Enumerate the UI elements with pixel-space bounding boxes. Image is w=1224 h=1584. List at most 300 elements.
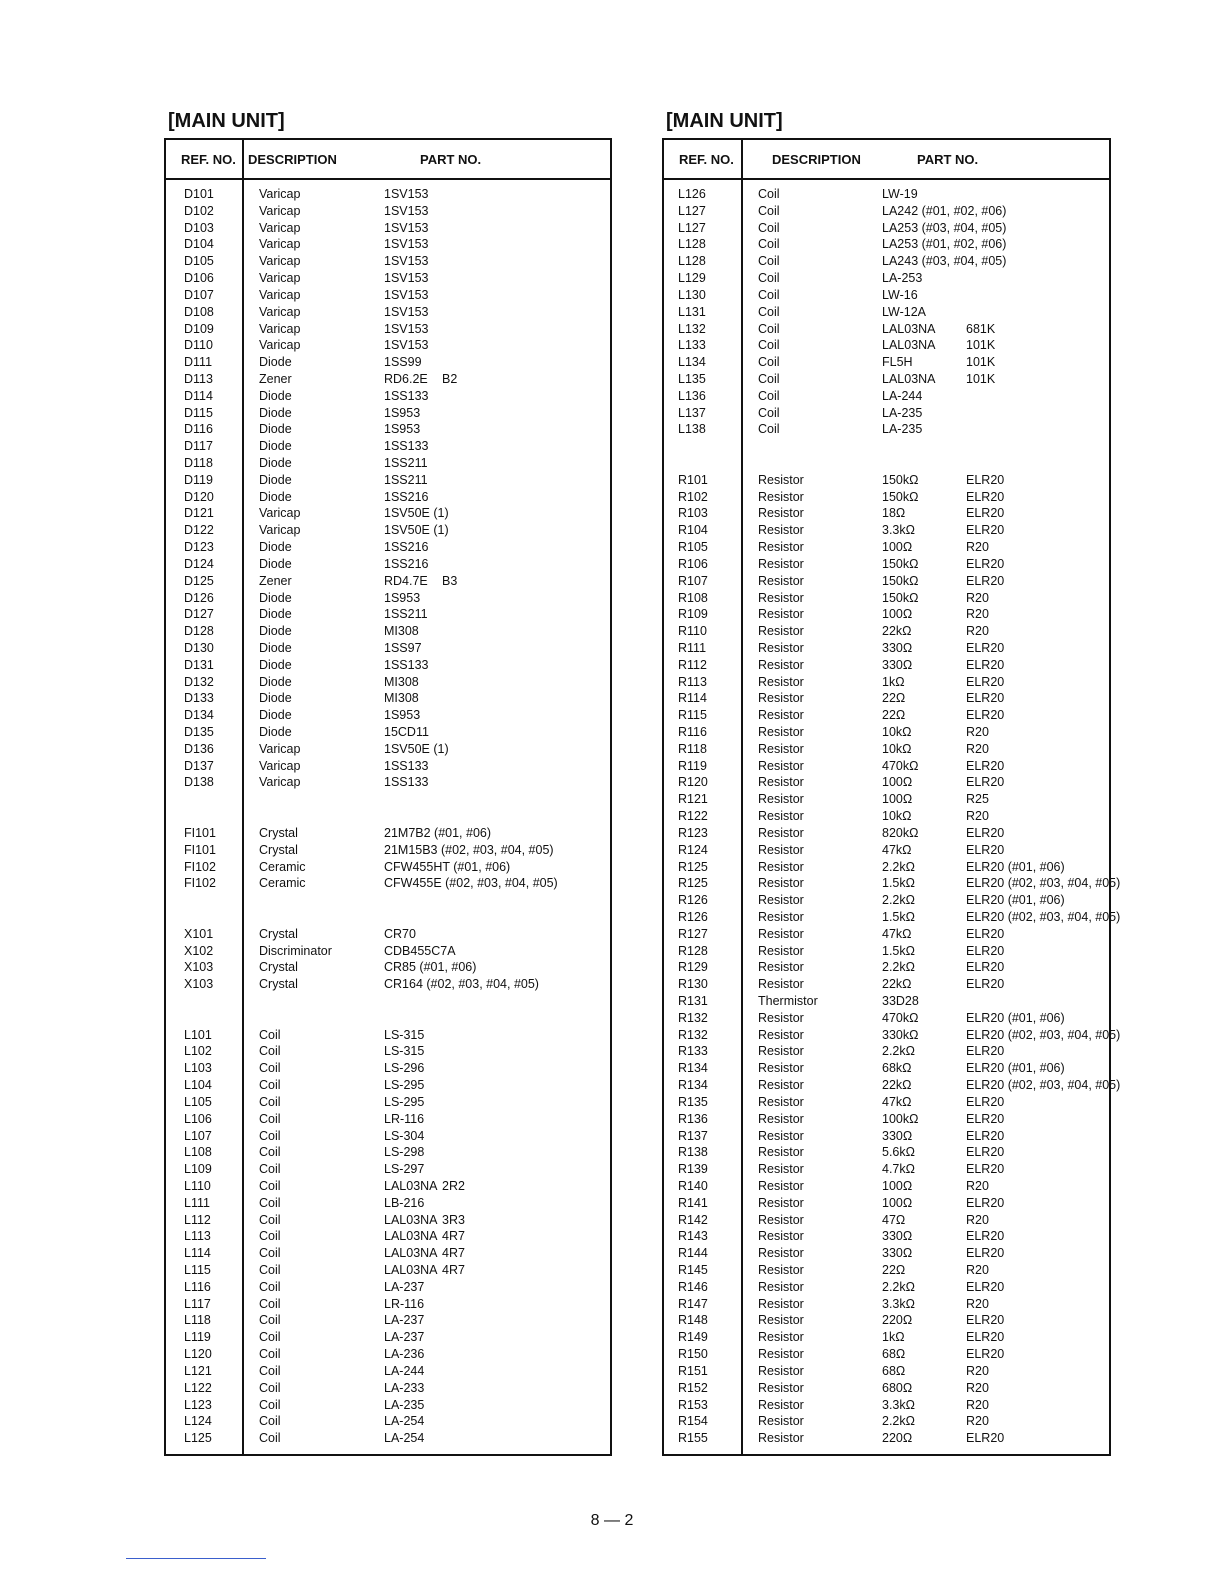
table-row xyxy=(664,976,1109,993)
part-no-cell: LW-16 xyxy=(882,287,918,302)
part-no-cell: 1SS133 xyxy=(384,439,429,454)
ref-no-cell: FI101 xyxy=(184,825,216,840)
part-no-cell: LA-237 xyxy=(384,1279,425,1294)
table-row xyxy=(664,1228,1109,1245)
part-suffix-cell: ELR20 xyxy=(966,1347,1005,1362)
description-cell: Coil xyxy=(259,1195,281,1210)
description-cell: Resistor xyxy=(758,1279,804,1294)
description-cell: Resistor xyxy=(758,1078,804,1093)
part-suffix-cell: R20 xyxy=(966,1296,989,1311)
table-row xyxy=(664,1077,1121,1094)
part-suffix-cell: ELR20 xyxy=(966,489,1005,504)
part-suffix-cell: ELR20 (#01, #06) xyxy=(966,1061,1065,1076)
table-row xyxy=(664,337,1109,354)
description-cell: Diode xyxy=(259,708,292,723)
ref-no-cell: R134 xyxy=(678,1078,708,1093)
table-row xyxy=(166,707,610,724)
description-cell: Coil xyxy=(259,1263,281,1277)
description-cell: Resistor xyxy=(758,1246,804,1261)
description-cell: Resistor xyxy=(758,977,804,992)
part-no-cell: LA-254 xyxy=(384,1414,425,1429)
part-suffix-cell: ELR20 xyxy=(966,977,1005,992)
description-cell: Thermistor xyxy=(758,994,818,1008)
description-cell: Resistor xyxy=(758,523,804,538)
part-no-cell: LA-254 xyxy=(384,1431,425,1446)
table-row xyxy=(664,1262,1109,1279)
ref-no-cell: R125 xyxy=(678,859,708,874)
left-parts-panel xyxy=(164,108,612,1456)
table-row xyxy=(664,220,1109,237)
part-suffix-cell: ELR20 (#01, #06) xyxy=(966,1010,1065,1025)
part-suffix-cell: R20 xyxy=(966,1178,989,1193)
description-cell: Varicap xyxy=(259,758,301,773)
description-cell: Resistor xyxy=(758,1363,804,1378)
ref-no-cell: L118 xyxy=(184,1313,211,1328)
table-row xyxy=(664,1161,1109,1178)
ref-no-cell: L126 xyxy=(678,187,706,201)
description-cell: Diode xyxy=(259,725,292,739)
part-no-cell: MI308 xyxy=(384,691,419,706)
part-no-cell: 1kΩ xyxy=(882,1330,905,1345)
description-cell: Diode xyxy=(259,388,292,403)
part-no-cell: 330Ω xyxy=(882,640,913,655)
part-no-cell: LA-235 xyxy=(882,405,923,420)
ref-no-cell: R128 xyxy=(678,943,708,958)
description-cell: Resistor xyxy=(758,1094,804,1109)
part-suffix-cell: ELR20 xyxy=(966,523,1005,538)
table-row xyxy=(664,253,1109,270)
part-suffix-cell: R20 xyxy=(966,540,989,555)
part-suffix-cell: ELR20 xyxy=(966,1330,1005,1345)
ref-no-cell: R118 xyxy=(678,741,707,756)
ref-no-cell: D125 xyxy=(184,573,214,588)
part-suffix-cell: ELR20 xyxy=(966,674,1005,689)
table-row xyxy=(664,741,1109,758)
table-row xyxy=(166,774,610,791)
part-no-cell: LS-295 xyxy=(384,1094,425,1109)
part-no-header: PART NO. xyxy=(917,152,979,167)
part-suffix-cell: ELR20 xyxy=(966,506,1005,521)
ref-no-cell: L106 xyxy=(184,1111,212,1126)
ref-no-cell: L129 xyxy=(678,271,706,286)
part-no-cell: 22Ω xyxy=(882,691,906,706)
table-row xyxy=(664,388,1109,405)
part-suffix-cell: 101K xyxy=(966,355,996,370)
part-no-cell: 3.3kΩ xyxy=(882,523,915,538)
left-table-body xyxy=(166,180,610,1447)
table-row xyxy=(664,606,1109,623)
ref-no-cell: L128 xyxy=(678,254,706,269)
description-cell: Diode xyxy=(259,590,292,605)
part-no-cell: 10kΩ xyxy=(882,725,912,739)
table-row xyxy=(166,1413,610,1430)
part-no-cell: 1SV153 xyxy=(384,321,429,336)
part-no-cell: 2.2kΩ xyxy=(882,1279,915,1294)
description-cell: Coil xyxy=(758,355,780,370)
part-no-cell: 100Ω xyxy=(882,540,913,555)
part-no-cell: 100Ω xyxy=(882,792,913,807)
part-suffix-cell: ELR20 xyxy=(966,1313,1005,1328)
part-no-cell: 100Ω xyxy=(882,1178,913,1193)
description-cell: Coil xyxy=(758,287,780,302)
description-cell: Zener xyxy=(259,573,292,588)
description-cell: Resistor xyxy=(758,842,804,857)
part-suffix-cell: ELR20 xyxy=(966,573,1005,588)
table-row xyxy=(166,321,610,338)
table-row xyxy=(166,657,610,674)
part-no-cell: 1SS133 xyxy=(384,758,429,773)
part-suffix-cell: 4R7 xyxy=(442,1229,465,1244)
ref-no-cell: R109 xyxy=(678,607,708,622)
description-cell: Resistor xyxy=(758,909,804,924)
part-no-cell: CDB455C7A xyxy=(384,943,456,958)
table-row xyxy=(664,270,1109,287)
part-no-cell: 1SV153 xyxy=(384,271,429,286)
table-row xyxy=(664,1010,1109,1027)
part-no-cell: 68Ω xyxy=(882,1347,906,1362)
ref-no-cell: R103 xyxy=(678,506,708,521)
description-cell: Resistor xyxy=(758,1178,804,1193)
ref-no-cell: L114 xyxy=(184,1246,211,1261)
ref-no-cell: D118 xyxy=(184,456,213,470)
table-row xyxy=(664,522,1109,539)
table-row xyxy=(166,875,610,892)
description-cell: Resistor xyxy=(758,1128,804,1143)
table-row xyxy=(664,354,1109,371)
ref-no-cell: L132 xyxy=(678,321,706,336)
ref-no-cell: R124 xyxy=(678,842,708,857)
part-suffix-cell: 4R7 xyxy=(442,1263,465,1277)
ref-no-cell: L104 xyxy=(184,1078,212,1093)
table-row xyxy=(664,304,1109,321)
description-cell: Diode xyxy=(259,540,292,555)
part-no-cell: 330Ω xyxy=(882,1246,913,1261)
description-cell: Coil xyxy=(259,1347,281,1362)
table-row xyxy=(166,1094,610,1111)
part-suffix-cell: ELR20 xyxy=(966,556,1005,571)
ref-no-cell: L110 xyxy=(184,1178,211,1193)
part-no-cell: LR-116 xyxy=(384,1111,425,1126)
part-no-cell: 100kΩ xyxy=(882,1111,919,1126)
part-no-cell: 1SV153 xyxy=(384,187,429,201)
description-cell: Varicap xyxy=(259,338,301,353)
table-row xyxy=(664,1043,1109,1060)
table-row xyxy=(166,909,610,926)
part-no-cell: 2.2kΩ xyxy=(882,960,915,975)
description-cell: Resistor xyxy=(758,691,804,706)
description-cell: Coil xyxy=(259,1431,281,1446)
ref-no-cell: R104 xyxy=(678,523,708,538)
table-row xyxy=(664,590,1109,607)
table-row xyxy=(166,489,610,506)
description-cell: Coil xyxy=(259,1162,281,1177)
part-suffix-cell: ELR20 xyxy=(966,1279,1005,1294)
part-no-cell: LAL03NA xyxy=(882,371,936,386)
ref-no-cell: R139 xyxy=(678,1162,708,1177)
description-cell: Resistor xyxy=(758,607,804,622)
table-row xyxy=(166,505,610,522)
description-cell: Varicap xyxy=(259,523,301,538)
ref-no-cell: R110 xyxy=(678,624,707,639)
description-cell: Resistor xyxy=(758,708,804,723)
ref-no-cell: L124 xyxy=(184,1414,212,1429)
part-no-cell: 100Ω xyxy=(882,1195,913,1210)
description-cell: Resistor xyxy=(758,1061,804,1076)
table-row xyxy=(166,522,610,539)
ref-no-cell: R148 xyxy=(678,1313,708,1328)
table-row xyxy=(166,1312,610,1329)
table-row xyxy=(166,1027,610,1044)
part-suffix-cell: 4R7 xyxy=(442,1246,465,1261)
ref-no-cell: D124 xyxy=(184,556,214,571)
ref-no-cell: L138 xyxy=(678,422,706,437)
ref-no-cell: R133 xyxy=(678,1044,708,1059)
table-row xyxy=(664,959,1109,976)
description-cell: Coil xyxy=(259,1178,281,1193)
part-no-cell: 1S953 xyxy=(384,590,421,605)
ref-no-cell: FI101 xyxy=(184,842,216,857)
part-no-cell: 820kΩ xyxy=(882,825,919,840)
part-no-cell: LAL03NA xyxy=(882,338,936,353)
ref-no-cell: L121 xyxy=(184,1363,212,1378)
description-cell: Diode xyxy=(259,624,292,639)
table-row xyxy=(664,1245,1109,1262)
description-cell: Coil xyxy=(259,1313,281,1328)
part-suffix-cell: R20 xyxy=(966,809,989,824)
table-row xyxy=(166,287,610,304)
part-suffix-cell: ELR20 xyxy=(966,1111,1005,1126)
table-row xyxy=(664,1397,1109,1414)
part-no-cell: FL5H xyxy=(882,355,913,370)
ref-no-cell: D116 xyxy=(184,422,213,437)
table-row xyxy=(664,808,1109,825)
table-row xyxy=(166,1212,610,1229)
description-cell: Varicap xyxy=(259,220,301,235)
table-row xyxy=(664,1363,1109,1380)
part-no-cell: 1.5kΩ xyxy=(882,876,915,891)
ref-no-cell: D117 xyxy=(184,439,213,454)
description-cell: Resistor xyxy=(758,1330,804,1345)
ref-no-cell: D127 xyxy=(184,607,214,622)
part-no-cell: LS-295 xyxy=(384,1078,425,1093)
part-no-cell: 2.2kΩ xyxy=(882,1044,915,1059)
table-row xyxy=(166,959,610,976)
ref-no-cell: D101 xyxy=(184,187,214,201)
part-suffix-cell: R20 xyxy=(966,1414,989,1429)
ref-no-cell: L119 xyxy=(184,1330,211,1345)
description-cell: Coil xyxy=(259,1027,281,1042)
description-cell: Resistor xyxy=(758,1229,804,1244)
table-row xyxy=(166,674,610,691)
ref-no-cell: L131 xyxy=(678,304,706,319)
description-cell: Resistor xyxy=(758,1027,804,1042)
ref-no-cell: L125 xyxy=(184,1431,212,1446)
table-row xyxy=(664,1111,1109,1128)
part-suffix-cell: R20 xyxy=(966,607,989,622)
right-panel-title: [MAIN UNIT] xyxy=(666,110,783,132)
table-row xyxy=(166,455,610,472)
table-row xyxy=(166,472,610,489)
description-cell: Varicap xyxy=(259,271,301,286)
part-no-cell: 2.2kΩ xyxy=(882,1414,915,1429)
table-row xyxy=(166,421,610,438)
description-header: DESCRIPTION xyxy=(772,152,861,167)
table-row xyxy=(166,640,610,657)
ref-no-cell: D122 xyxy=(184,523,214,538)
table-row xyxy=(166,1195,610,1212)
table-row xyxy=(664,640,1109,657)
part-no-cell: LAL03NA xyxy=(384,1263,438,1277)
part-no-cell: 47Ω xyxy=(882,1212,906,1227)
description-cell: Coil xyxy=(758,220,780,235)
ref-no-cell: R114 xyxy=(678,691,707,706)
description-cell: Resistor xyxy=(758,624,804,639)
part-no-cell: 150kΩ xyxy=(882,556,919,571)
ref-no-cell: D126 xyxy=(184,590,214,605)
table-row xyxy=(664,505,1109,522)
ref-no-cell: X101 xyxy=(184,926,214,941)
ref-no-cell: D138 xyxy=(184,775,214,790)
ref-no-cell: D137 xyxy=(184,758,214,773)
description-cell: Diode xyxy=(259,489,292,504)
ref-no-cell: D106 xyxy=(184,271,214,286)
part-suffix-cell: R20 xyxy=(966,1363,989,1378)
table-row xyxy=(664,455,1109,472)
part-no-cell: LA-244 xyxy=(882,388,923,403)
table-row xyxy=(166,337,610,354)
description-cell: Resistor xyxy=(758,1111,804,1126)
table-row xyxy=(166,1161,610,1178)
part-no-cell: 10kΩ xyxy=(882,809,912,824)
ref-no-cell: R113 xyxy=(678,674,707,689)
description-cell: Diode xyxy=(259,640,292,655)
description-cell: Resistor xyxy=(758,1380,804,1395)
description-cell: Coil xyxy=(758,203,780,218)
table-row xyxy=(166,371,610,388)
ref-no-cell: R120 xyxy=(678,775,708,790)
description-cell: Resistor xyxy=(758,1263,804,1277)
part-no-cell: 1SV153 xyxy=(384,338,429,353)
part-suffix-cell: ELR20 xyxy=(966,842,1005,857)
table-row xyxy=(166,270,610,287)
part-no-cell: LS-315 xyxy=(384,1027,425,1042)
table-row xyxy=(166,1380,610,1397)
ref-no-cell: R147 xyxy=(678,1296,708,1311)
ref-no-cell: R105 xyxy=(678,540,708,555)
part-no-cell: CR70 xyxy=(384,926,416,941)
description-cell: Resistor xyxy=(758,926,804,941)
part-no-cell: 470kΩ xyxy=(882,1010,919,1025)
ref-no-cell: D120 xyxy=(184,489,214,504)
ref-no-cell: L127 xyxy=(678,203,706,218)
part-no-cell: 1.5kΩ xyxy=(882,909,915,924)
ref-no-cell: X102 xyxy=(184,943,214,958)
ref-no-cell: D108 xyxy=(184,304,214,319)
table-row xyxy=(664,892,1109,909)
table-row xyxy=(166,1111,610,1128)
table-row xyxy=(664,1296,1109,1313)
description-cell: Ceramic xyxy=(259,859,306,874)
table-row xyxy=(664,791,1109,808)
ref-no-cell: R125 xyxy=(678,876,708,891)
description-cell: Resistor xyxy=(758,1195,804,1210)
table-row xyxy=(166,1262,610,1279)
ref-no-cell: D136 xyxy=(184,741,214,756)
table-row xyxy=(664,1060,1109,1077)
table-row xyxy=(166,236,610,253)
ref-no-cell: R141 xyxy=(678,1195,708,1210)
description-cell: Coil xyxy=(259,1363,281,1378)
description-cell: Coil xyxy=(259,1330,281,1345)
description-header: DESCRIPTION xyxy=(248,152,337,167)
part-suffix-cell: ELR20 xyxy=(966,960,1005,975)
part-no-cell: LA242 (#01, #02, #06) xyxy=(882,203,1007,218)
description-cell: Resistor xyxy=(758,1010,804,1025)
ref-no-cell: D133 xyxy=(184,691,214,706)
description-cell: Resistor xyxy=(758,960,804,975)
part-no-cell: LA-235 xyxy=(384,1397,425,1412)
ref-no-cell: D130 xyxy=(184,640,214,655)
table-row xyxy=(664,1178,1109,1195)
part-no-cell: LS-296 xyxy=(384,1061,425,1076)
part-suffix-cell: ELR20 xyxy=(966,708,1005,723)
part-no-cell: 1SV153 xyxy=(384,237,429,252)
ref-no-cell: D111 xyxy=(184,355,213,370)
table-row xyxy=(664,926,1109,943)
ref-no-cell: R115 xyxy=(678,708,707,723)
table-row xyxy=(166,825,610,842)
ref-no-cell: D115 xyxy=(184,405,213,420)
ref-no-cell: R123 xyxy=(678,825,708,840)
table-row xyxy=(664,859,1109,876)
footer-rule xyxy=(126,1558,266,1559)
description-cell: Varicap xyxy=(259,237,301,252)
ref-no-cell: R112 xyxy=(678,657,707,672)
ref-no-cell: L111 xyxy=(184,1195,210,1210)
table-row xyxy=(166,1346,610,1363)
description-cell: Coil xyxy=(259,1128,281,1143)
description-cell: Coil xyxy=(758,304,780,319)
part-no-cell: 1SV50E (1) xyxy=(384,523,449,538)
ref-no-cell: D123 xyxy=(184,540,214,555)
ref-no-cell: D109 xyxy=(184,321,214,336)
description-cell: Resistor xyxy=(758,1431,804,1446)
part-no-cell: RD6.2E xyxy=(384,371,428,386)
ref-no-cell: R122 xyxy=(678,809,708,824)
description-cell: Resistor xyxy=(758,1414,804,1429)
ref-no-cell: D131 xyxy=(184,657,214,672)
ref-no-cell: L102 xyxy=(184,1044,212,1059)
part-no-cell: LAL03NA xyxy=(384,1229,438,1244)
table-row xyxy=(664,371,1109,388)
table-row xyxy=(166,926,610,943)
part-no-cell: MI308 xyxy=(384,674,419,689)
part-no-cell: 1SV50E (1) xyxy=(384,506,449,521)
ref-no-cell: R116 xyxy=(678,725,707,739)
table-row xyxy=(166,354,610,371)
table-row xyxy=(664,1144,1109,1161)
table-row xyxy=(664,438,1109,455)
description-cell: Resistor xyxy=(758,489,804,504)
ref-no-cell: R152 xyxy=(678,1380,708,1395)
part-no-cell: 3.3kΩ xyxy=(882,1296,915,1311)
part-no-cell: 1SS216 xyxy=(384,556,429,571)
ref-no-cell: R138 xyxy=(678,1145,708,1160)
part-suffix-cell: ELR20 xyxy=(966,1195,1005,1210)
ref-no-cell: D134 xyxy=(184,708,214,723)
description-cell: Coil xyxy=(259,1414,281,1429)
description-cell: Resistor xyxy=(758,1212,804,1227)
